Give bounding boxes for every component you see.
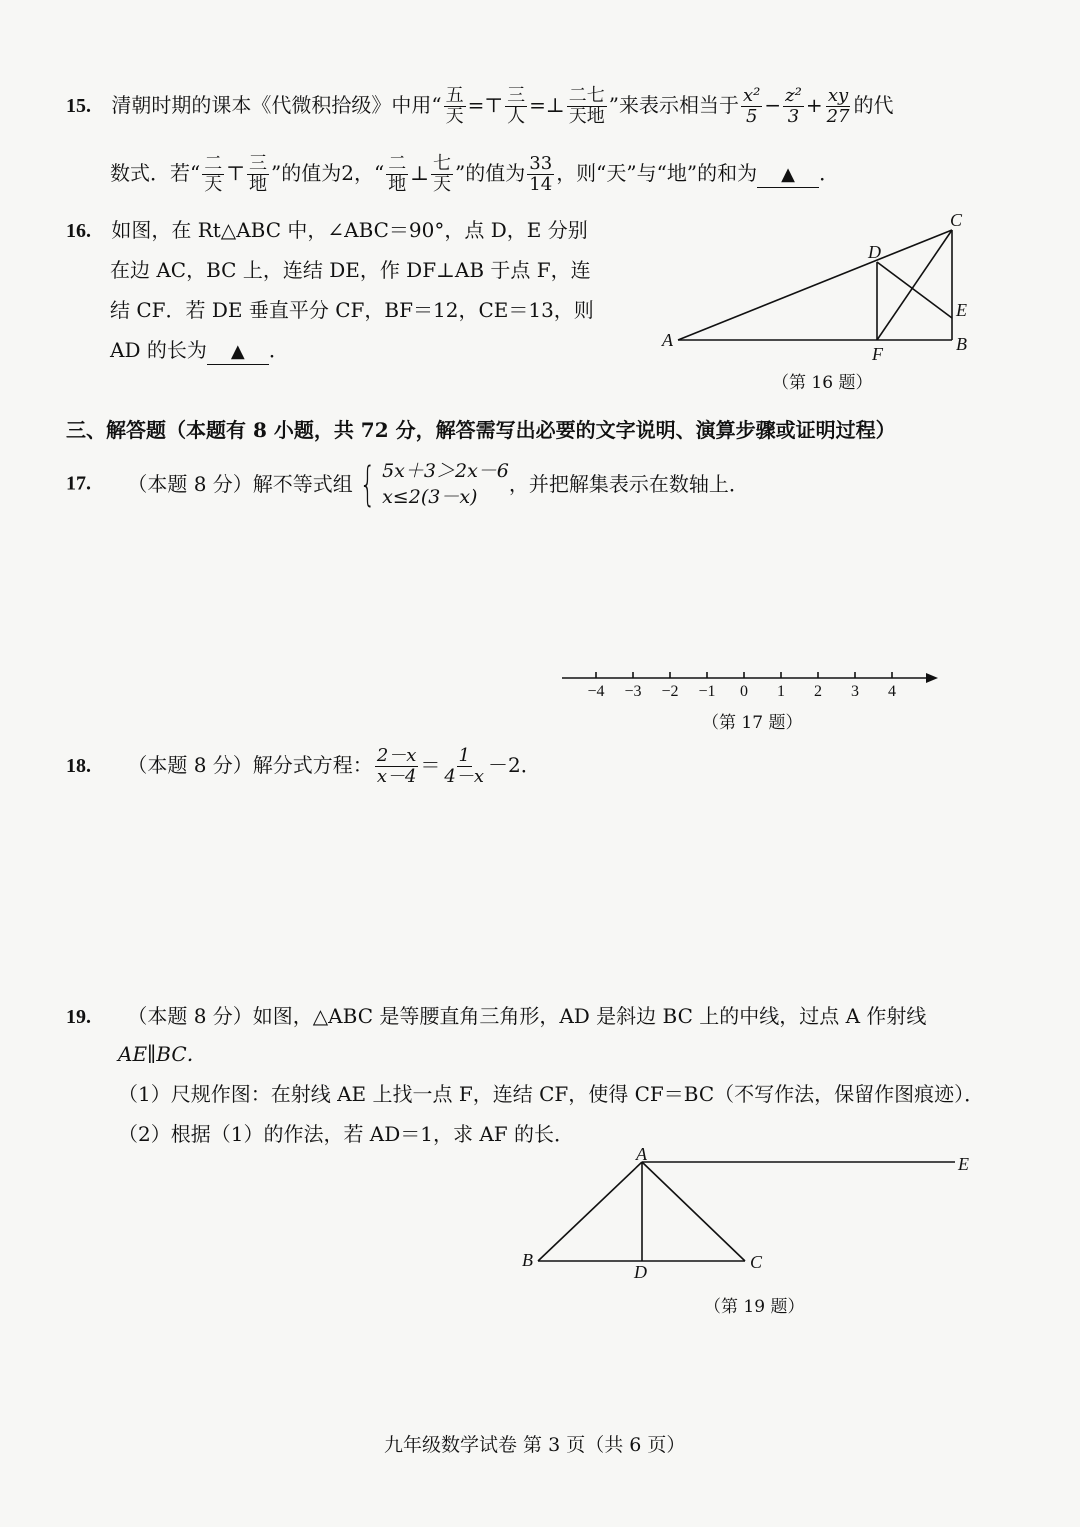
q15-expr2-frac2: $\frac{\text{三}}{\text{地}}$ (249, 153, 268, 195)
q15-expr3-op: ⊥ (410, 161, 430, 185)
fig19-label-a: A (636, 1144, 647, 1164)
q15-alg-term1: $\frac{\text{x²}}{5}$ (742, 85, 761, 127)
fig16-label-a: A (662, 330, 673, 350)
fig17-caption: （第 17 题） (702, 713, 803, 733)
q15-line2-prefix: 数式．若“ (110, 161, 201, 185)
q17-number: 17. (66, 472, 91, 495)
fig19-label-b: B (522, 1250, 533, 1270)
number-line-tick-label: 0 (740, 683, 748, 700)
q15-line1-end: 的代 (853, 93, 894, 117)
q19-text-line2: AE∥BC． (118, 1042, 207, 1066)
q19-text-line1: （本题 8 分）如图，△ABC 是等腰直角三角形，AD 是斜边 BC 上的中线，过点 A 作射线 (127, 1004, 927, 1028)
q15-expr1-frac3: $\frac{\text{二七}}{\text{天地}}$ (568, 85, 605, 127)
fig19-label-d: D (634, 1262, 647, 1282)
q15-alg-op1: − (764, 93, 782, 117)
q15-expr1-frac2: $\frac{\text{三}}{\text{人}}$ (507, 85, 526, 127)
q19-number: 19. (66, 1006, 91, 1028)
number-line-tick-label: 4 (888, 683, 896, 700)
fig16-label-c: C (950, 210, 963, 230)
fig16-label-b: B (956, 334, 967, 354)
q15-line2-end: ，则“天”与“地”的和为 (556, 161, 758, 185)
q15-prefix: 清朝时期的课本《代微积拾级》中用“ (111, 93, 442, 117)
q15-alg-term3: $\frac{xy}{27}$ (826, 85, 850, 127)
q16-period: ． (268, 338, 289, 362)
q15-alg-term2: $\frac{\text{z²}}{3}$ (785, 85, 802, 127)
fig19-label-c: C (750, 1252, 763, 1272)
fig16-label-f: F (872, 344, 883, 364)
q16-answer-blank[interactable]: ▲ (207, 340, 269, 365)
q18-equals: ＝ (420, 753, 441, 777)
q19-part1: （1）尺规作图：在射线 AE 上找一点 F，连结 CF，使得 CF＝BC（不写作法，保留作图痕迹）． (118, 1082, 985, 1106)
number-line-tick-label: −1 (698, 683, 716, 700)
fig19-caption: （第 19 题） (704, 1297, 805, 1317)
section-3-title: 三、解答题（本题有 8 小题，共 72 分，解答需写出必要的文字说明、演算步骤或证明过程） (66, 418, 896, 442)
q15-mid: ”来表示相当于 (608, 93, 739, 117)
number-line-tick-label: 2 (814, 683, 822, 700)
q15-expr1-frac1: $\frac{\text{五}}{\text{天}}$ (445, 85, 464, 127)
q17-prefix: （本题 8 分）解不等式组 (127, 472, 353, 496)
q17-brace: { (359, 457, 376, 511)
q18-tail: －2． (488, 753, 541, 777)
q15-expr1-op2: =⊥ (529, 93, 565, 117)
number-line-tick-label: −3 (624, 683, 642, 700)
fig19-side-ac (642, 1162, 745, 1261)
q17-ineq2: x≤2(3－x) (382, 486, 478, 508)
fig19-side-ab (538, 1162, 642, 1261)
q15-number: 15. (66, 95, 91, 117)
q16-number: 16. (66, 220, 91, 242)
q15-expr3-frac2: $\frac{\text{七}}{\text{天}}$ (433, 153, 452, 195)
q15-line2-mid2: ”的值为 (455, 161, 526, 185)
q15-value-frac: $\frac{33}{14}$ (529, 153, 553, 195)
number-line-tick-label: −4 (587, 683, 605, 700)
fig16-label-e: E (956, 300, 967, 320)
number-line-tick-label: −2 (661, 683, 679, 700)
q16-text-line2: 在边 AC，BC 上，连结 DE，作 DF⊥AB 于点 F，连 (110, 258, 591, 282)
q17-suffix: ，并把解集表示在数轴上． (508, 472, 749, 496)
number-line-tick-label: 3 (851, 683, 859, 700)
q18-rhs-frac: $\frac{1}{4-x}$ (444, 745, 485, 787)
q16-last-prefix: AD 的长为 (110, 338, 207, 362)
fig16-caption: （第 16 题） (772, 373, 873, 393)
q15-answer-blank[interactable]: ▲ (757, 163, 819, 188)
q15-line2-mid1: ”的值为2，“ (271, 161, 385, 185)
q15-expr1-op1: =⊤ (467, 93, 504, 117)
q18-lhs-frac: $\frac{2-x}{x-4}$ (376, 745, 417, 787)
q16-text-line1: 如图，在 Rt△ABC 中，∠ABC＝90°，点 D，E 分别 (111, 218, 588, 242)
q17-ineq1: 5x＋3＞2x－6 (382, 460, 509, 482)
q15-expr2-op: ⊤ (226, 161, 246, 185)
q19-part2: （2）根据（1）的作法，若 AD＝1，求 AF 的长． (118, 1122, 575, 1146)
q16-text-line3: 结 CF．若 DE 垂直平分 CF，BF＝12，CE＝13，则 (110, 298, 594, 322)
fig16-label-d: D (868, 242, 881, 262)
q15-alg-op2: + (805, 93, 823, 117)
number-line-tick-label: 1 (777, 683, 785, 700)
q15-period: ． (819, 161, 840, 185)
fig19-label-e: E (958, 1154, 969, 1174)
q18-number: 18. (66, 755, 91, 777)
q18-prefix: （本题 8 分）解分式方程： (127, 753, 373, 777)
page-footer: 九年级数学试卷 第 3 页（共 6 页） (384, 1434, 686, 1456)
q15-expr3-frac1: $\frac{\text{二}}{\text{地}}$ (388, 153, 407, 195)
q15-expr2-frac1: $\frac{\text{二}}{\text{天}}$ (204, 153, 223, 195)
